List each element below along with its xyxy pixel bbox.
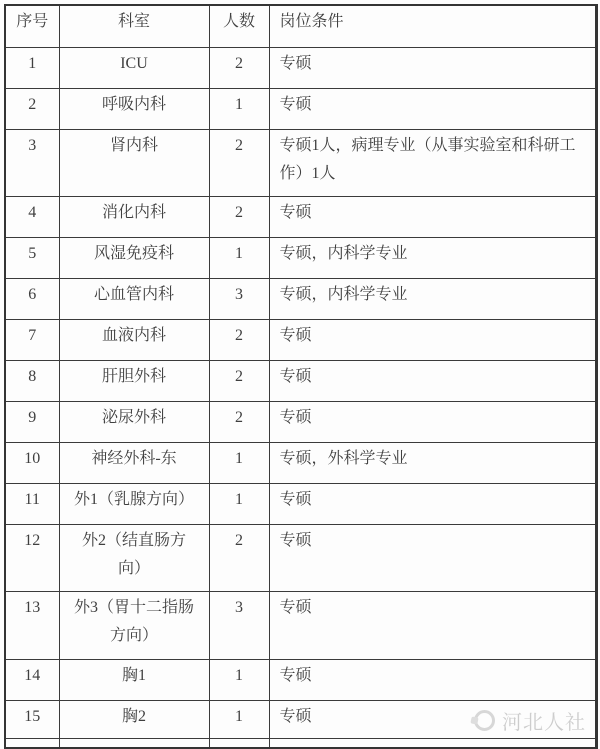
table-row (5, 196, 596, 237)
cell-no: 5 (5, 237, 59, 278)
cell-dept: 胸2 (59, 700, 209, 738)
cell-no: 12 (5, 524, 59, 591)
cell-dept: 消化内科 (59, 196, 209, 237)
cell-condition: 专硕，外科学专业 (269, 442, 596, 483)
recruitment-table (4, 4, 598, 749)
cell-count: 2 (209, 47, 269, 88)
table-row (5, 47, 596, 88)
cell-no: 15 (5, 700, 59, 738)
cell-no: 6 (5, 278, 59, 319)
header-condition: 岗位条件 (269, 5, 596, 47)
table-row (5, 88, 596, 129)
table-row (5, 524, 596, 591)
cell-no (5, 738, 59, 748)
table-row (5, 659, 596, 700)
cell-dept: 心血管内科 (59, 278, 209, 319)
table-row (5, 401, 596, 442)
cell-count: 1 (209, 659, 269, 700)
cell-condition: 专硕 (269, 700, 596, 738)
table-row (5, 319, 596, 360)
cell-dept: 胸1 (59, 659, 209, 700)
cell-count: 1 (209, 483, 269, 524)
cell-count: 1 (209, 88, 269, 129)
cell-no: 13 (5, 591, 59, 659)
cell-count: 1 (209, 237, 269, 278)
table-row (5, 591, 596, 659)
cell-condition: 专硕 (269, 659, 596, 700)
cell-count: 2 (209, 319, 269, 360)
cell-no: 7 (5, 319, 59, 360)
cell-dept: 肝胆外科 (59, 360, 209, 401)
cell-dept: 血液内科 (59, 319, 209, 360)
cell-condition: 专硕 (269, 319, 596, 360)
cell-condition: 专硕 (269, 88, 596, 129)
cell-no: 4 (5, 196, 59, 237)
cell-dept: ICU (59, 47, 209, 88)
cell-dept: 外1（乳腺方向） (59, 483, 209, 524)
cell-count: 2 (209, 129, 269, 196)
cell-count: 3 (209, 278, 269, 319)
cell-count (209, 738, 269, 748)
cell-count: 2 (209, 360, 269, 401)
cell-count: 1 (209, 442, 269, 483)
table-row (5, 700, 596, 738)
cell-condition (269, 738, 596, 748)
cell-dept: 泌尿外科 (59, 401, 209, 442)
cell-count: 2 (209, 196, 269, 237)
cell-condition: 专硕 (269, 47, 596, 88)
header-dept: 科室 (59, 5, 209, 47)
cell-count: 3 (209, 591, 269, 659)
cell-condition: 专硕 (269, 196, 596, 237)
cell-dept: 风湿免疫科 (59, 237, 209, 278)
cell-condition: 专硕1人，病理专业（从事实验室和科研工作）1人 (269, 129, 596, 196)
cell-condition: 专硕 (269, 524, 596, 591)
table-row (5, 129, 596, 196)
header-no: 序号 (5, 5, 59, 47)
cell-condition: 专硕 (269, 483, 596, 524)
cell-dept (59, 738, 209, 748)
header-count: 人数 (209, 5, 269, 47)
cell-condition: 专硕，内科学专业 (269, 278, 596, 319)
cell-condition: 专硕 (269, 401, 596, 442)
cell-count: 2 (209, 401, 269, 442)
cell-no: 8 (5, 360, 59, 401)
table-row (5, 237, 596, 278)
cell-no: 3 (5, 129, 59, 196)
cell-no: 11 (5, 483, 59, 524)
cell-condition: 专硕，内科学专业 (269, 237, 596, 278)
cell-condition: 专硕 (269, 360, 596, 401)
cell-dept: 呼吸内科 (59, 88, 209, 129)
table-row (5, 360, 596, 401)
cell-no: 14 (5, 659, 59, 700)
table-header-row (5, 5, 596, 47)
cell-dept: 外3（胃十二指肠方向） (59, 591, 209, 659)
table-row (5, 442, 596, 483)
cell-no: 2 (5, 88, 59, 129)
cell-dept: 神经外科-东 (59, 442, 209, 483)
cell-count: 1 (209, 700, 269, 738)
table-row (5, 278, 596, 319)
table-row (5, 483, 596, 524)
cell-no: 10 (5, 442, 59, 483)
cell-no: 9 (5, 401, 59, 442)
cell-no: 1 (5, 47, 59, 88)
cell-condition: 专硕 (269, 591, 596, 659)
cell-dept: 肾内科 (59, 129, 209, 196)
table-row-cutoff (5, 738, 596, 748)
watermark-label: 河北人社 (502, 712, 586, 734)
cell-dept: 外2（结直肠方向） (59, 524, 209, 591)
cell-count: 2 (209, 524, 269, 591)
